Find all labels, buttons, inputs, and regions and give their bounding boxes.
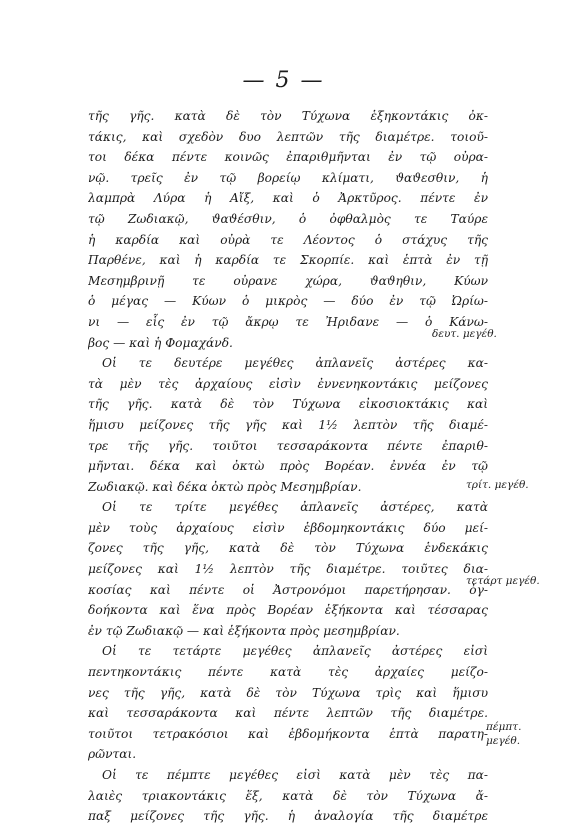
margin-note: δευτ. μεγέθ. (432, 328, 497, 340)
text-line: δοήκοντα καὶ ἕνα πρὸς Βορέαν ἑξήκοντα καὶ τέσσαρας (88, 603, 488, 618)
text-line: τὰ μὲν τὲς ἀρχαίους εἰσὶν ἐννενηκοντάκις μείζονες (88, 376, 488, 391)
text-line: ἐν τῷ Ζωδιακῷ — καὶ ἑξήκοντα πρὸς μεσημβρίαν. (88, 623, 400, 638)
text-line: ζονες τῆς γῆς, κατὰ δὲ τὸν Τύχωνα ἑνδεκάκις (88, 541, 488, 556)
text-line: μὲν τοὺς ἀρχαίους εἰσὶν ἑβδομηκοντάκις δύο μεί- (88, 520, 488, 535)
text-line: ρῶνται. (88, 747, 137, 762)
text-line: τοιῦτοι τετρακόσιοι καὶ ἑβδομήκοντα ἑπτὰ παρατη- (88, 726, 488, 741)
margin-note: τρίτ. μεγέθ. (466, 479, 529, 491)
text-line: νες τῆς γῆς, κατὰ δὲ τὸν Τύχωνα τρὶς καὶ ἥμισυ (88, 685, 488, 700)
text-line: καὶ τεσσαράκοντα καὶ πέντε λεπτῶν τῆς διαμέτρε. (88, 706, 488, 721)
text-line: κοσίας καὶ πέντε οἱ Ἀστρονόμοι παρετήρησαν. ὀγ- (88, 582, 488, 597)
text-line: μείζονες καὶ 1½ λεπτὸν τῆς διαμέτρε. τοιῦτες δια- (88, 562, 488, 577)
text-line: Οἱ τε πέμπτε μεγέθες εἰσὶ κατὰ μὲν τὲς πα- (102, 768, 488, 782)
text-line: ἡ καρδία καὶ οὐρὰ τε Λέοντος ὁ στάχυς τῆς (88, 232, 488, 247)
text-line: Παρθένε, καὶ ἡ καρδία τε Σκορπίε. καὶ ἑπτὰ ἐν τῇ (88, 253, 488, 268)
text-line: τοι δέκα πέντε κοινῶς ἐπαριθμῆνται ἐν τῷ οὐρα- (88, 150, 488, 165)
body-text (88, 106, 488, 827)
text-line: λαμπρὰ Λύρα ἡ Αἴξ, καὶ ὁ Ἀρκτῦρος. πέντε ἐν (88, 191, 488, 206)
text-line: παξ μείζονες τῆς γῆς. ἡ ἀναλογία τῆς διαμέτρε (88, 809, 488, 824)
text-line: Ζωδιακῷ. καὶ δέκα ὀκτὼ πρὸς Μεσημβρίαν. (88, 479, 362, 494)
text-line: λαιὲς τριακοντάκις ἕξ, κατὰ δὲ τὸν Τύχωνα ἄ- (88, 788, 488, 803)
page-number: — 5 — (242, 68, 325, 93)
text-line: μῆνται. δέκα καὶ ὀκτὼ πρὸς Βορέαν. ἐννέα ἐν τῷ (88, 459, 488, 474)
text-line: τάκις, καὶ σχεδὸν δυο λεπτῶν τῆς διαμέτρε. τοιοῦ- (88, 129, 488, 144)
margin-note: τετάρτ μεγέθ. (466, 575, 540, 587)
text-line: ὁ μέγας — Κύων ὁ μικρὸς — δύο ἐν τῷ Ὠρίω- (88, 294, 488, 309)
text-line: Οἱ τε τετάρτε μεγέθες ἀπλανεῖς ἀστέρες εἰσὶ (102, 644, 488, 659)
text-line: νι — εἷς ἐν τῷ ἄκρῳ τε Ἠριδανε — ὁ Κάνω- (88, 314, 488, 329)
text-line: Μεσημβρινῇ τε οὐρανε χώρα, ϑαϑηθιν, Κύων (88, 273, 488, 288)
text-line: βος — καὶ ἡ Φομαχάνδ. (88, 335, 233, 350)
text-line: τῷ Ζωδιακῷ, ϑαϑέσθιν, ὁ ὀφθαλμὸς τε Ταύρε (88, 211, 488, 226)
text-line: ἥμισυ μείζονες τῆς γῆς καὶ 1½ λεπτὸν τῆς διαμέ- (88, 417, 488, 432)
text-line: τρε τῆς γῆς. τοιῦτοι τεσσαράκοντα πέντε ἐπαριθ- (88, 438, 488, 453)
text-line: Οἱ τε δευτέρε μεγέθες ἀπλανεῖς ἀστέρες κα- (102, 356, 488, 371)
margin-note: πέμπτ. μεγέθ. (486, 721, 522, 747)
text-line: τῆς γῆς. κατὰ δὲ τὸν Τύχωνα ἑξηκοντάκις ὀκ- (88, 109, 488, 123)
text-line: πεντηκοντάκις πέντε κατὰ τὲς ἀρχαίες μείζο- (88, 665, 488, 680)
text-line: νῷ. τρεῖς ἐν τῷ βορείῳ κλίματι, ϑαϑεσθιν, ἡ (88, 170, 488, 185)
text-line: τῆς γῆς. κατὰ δὲ τὸν Τύχωνα εἰκοσιοκτάκις καὶ (88, 397, 488, 412)
text-line: Οἱ τε τρίτε μεγέθες ἀπλανεῖς ἀστέρες, κατὰ (102, 500, 488, 515)
